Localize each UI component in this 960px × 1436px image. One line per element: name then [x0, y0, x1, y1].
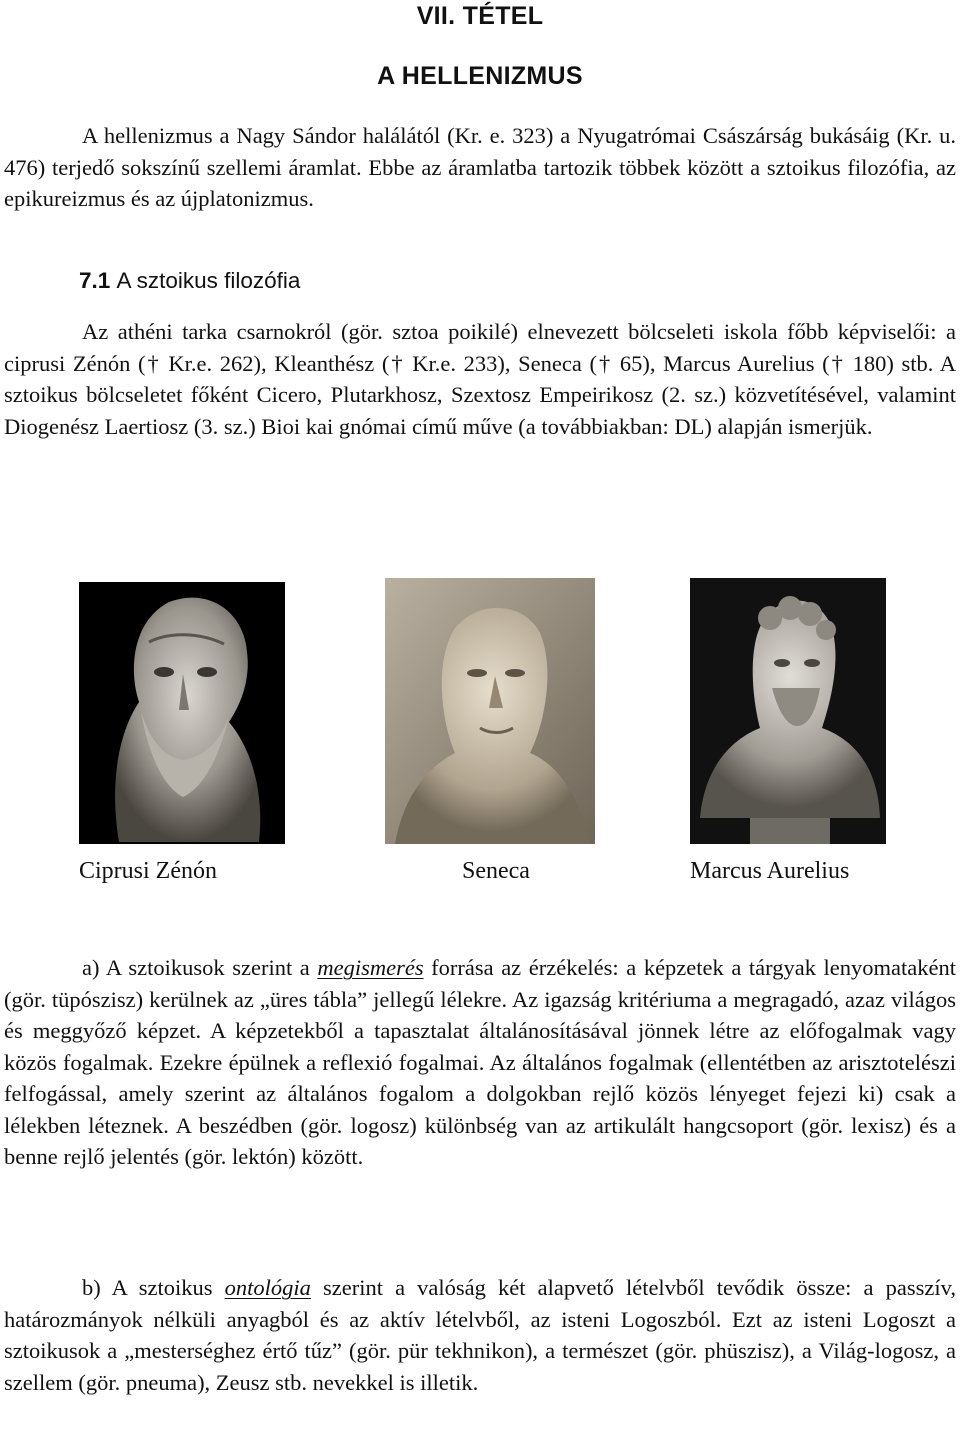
section-heading — [79, 268, 300, 294]
caption-seneca: Seneca — [462, 858, 530, 884]
paragraph-b-prefix: b) A sztoikus — [82, 1275, 225, 1300]
bust-image-seneca — [385, 578, 595, 844]
section-title: A sztoikus filozófia — [116, 268, 301, 293]
paragraph-b-ontology — [4, 1272, 956, 1398]
bust-image-zeno — [79, 582, 285, 844]
term-ontologia: ontológia — [224, 1275, 311, 1300]
document-title: A HELLENIZMUS — [377, 62, 583, 90]
bust-marcus-aurelius-illustration — [690, 578, 886, 844]
bust-seneca-illustration — [385, 578, 595, 844]
section-number: 7.1 — [79, 268, 111, 293]
paragraph-a-body: forrása az érzékelés: a képzetek a tárgyak lenyomataként (gör. tüpószisz) kerülnek az „üres tábla” jellegű lélekre. Az igazság kritériuma a megragadó, azaz világos és meggyőző képzet. A képzetekből a tapasztalat általánosításával jönnek létre az előfogalmak vagy közös fogalmak. Ezekre épülnek a reflexió fogalmai. Az általános fogalmak (ellentétben az arisztotelészi felfogással, amely szerint az általános fogalom a dolgokban rejlő közös lényeget fejezi ki) csak a lélekben léteznek. A beszédben (gör. logosz) különbség van az artikulált hangcsoport (gör. lexisz) és a benne rejlő jelentés (gör. lektón) között. — [4, 955, 956, 1169]
term-megismeres: megismerés — [317, 955, 424, 980]
intro-paragraph: A hellenizmus a Nagy Sándor halálától (Kr. e. 323) a Nyugatrómai Császárság bukásáig (Kr. u. 476) terjedő sokszínű szellemi áramlat. Ebbe az áramlatba tartozik többek között a sztoikus filozófia, az epikureizmus és az újplatonizmus. — [4, 123, 956, 211]
caption-marcus-aurelius: Marcus Aurelius — [690, 858, 850, 884]
bust-zeno-illustration — [79, 582, 285, 844]
paragraph-a-prefix: a) A sztoikusok szerint a — [82, 955, 318, 980]
paragraph-a-epistemology — [4, 952, 956, 1173]
chapter-heading: VII. TÉTEL — [416, 2, 544, 30]
stoic-intro-paragraph: Az athéni tarka csarnokról (gör. sztoa poikilé) elnevezett bölcseleti iskola főbb képviselői: a ciprusi Zénón († Kr.e. 262), Kleanthész († Kr.e. 233), Seneca († 65), Marcus Aurelius († 180) stb. A sztoikus bölcseletet főként Cicero, Plutarkhosz, Szextosz Empeirikosz (2. sz.) közvetítésével, valamint Diogenész Laertiosz (3. sz.) Bioi kai gnómai című műve (a továbbiakban: DL) alapján ismerjük. — [4, 319, 956, 439]
caption-zeno: Ciprusi Zénón — [79, 858, 217, 884]
bust-image-marcus-aurelius — [690, 578, 886, 844]
paragraph-b-body: szerint a valóság két alapvető lételvből tevődik össze: a passzív, határozmányok nélküli anyagból és az aktív lételvből, az isteni Logoszból. Ezt az isteni Logoszt a sztoikusok a „mesterséghez értő tűz” (gör. pür tekhnikon), a természet (gör. phüszisz), a Világ-logosz, a szellem (gör. pneuma), Zeusz stb. nevekkel is illetik. — [4, 1275, 956, 1395]
